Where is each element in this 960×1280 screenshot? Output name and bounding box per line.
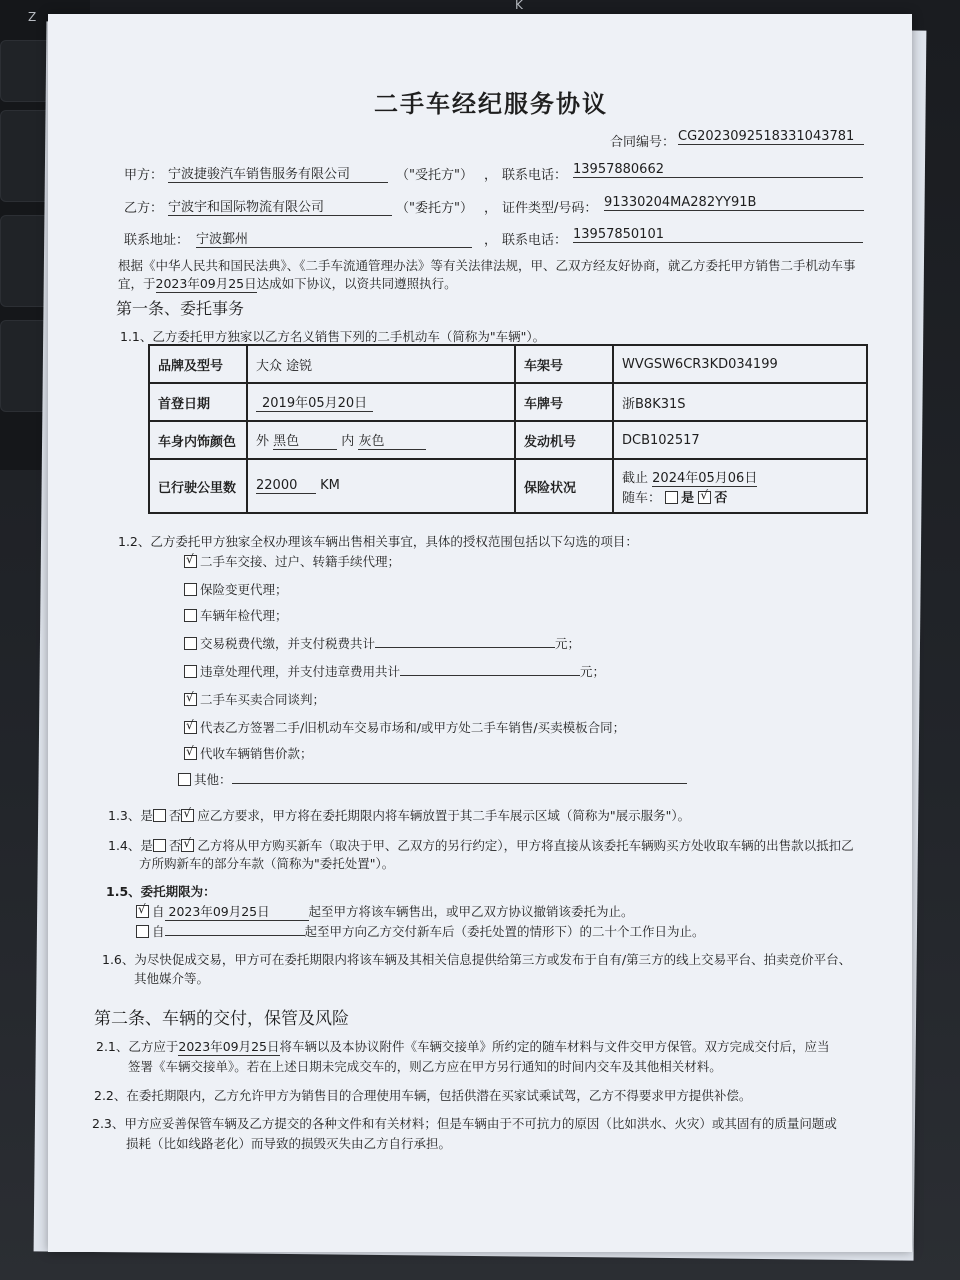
insurance-yes-checkbox[interactable]	[665, 491, 678, 504]
intro-suffix: 达成如下协议，以资共同遵照执行。	[256, 276, 457, 291]
option-suffix: 元；	[555, 636, 581, 651]
vehicle-table	[148, 344, 868, 514]
table-row	[149, 383, 867, 421]
clause-2-3-line-1: 2.3、甲方应妥善保管车辆及乙方提交的各种文件和有关材料；但是车辆由于不可抗力的原因（比如洪水、火灾）或其固有的质量问题或	[92, 1116, 837, 1131]
option-checkbox[interactable]	[178, 773, 191, 786]
table-row	[149, 421, 867, 459]
clause-1-2: 1.2、乙方委托甲方独家全权办理该车辆出售相关事宜，具体的授权范围包括以下勾选的项目：	[118, 534, 638, 549]
mileage-label: 已行驶公里数	[149, 459, 247, 513]
key-label-k: K	[515, 0, 523, 12]
section-1-title: 第一条、委托事务	[116, 299, 245, 318]
insurance-label: 保险状况	[515, 459, 613, 513]
term-a-text: 起至甲方将该车辆售出，或甲乙双方协议撤销该委托为止。	[308, 904, 634, 919]
option-checkbox[interactable]	[184, 555, 197, 568]
term-a-checkbox[interactable]	[136, 905, 149, 918]
clause-1-4	[108, 836, 854, 854]
term-a-date: 2023年09月25日	[165, 902, 309, 921]
color-label: 车身内饰颜色	[149, 421, 247, 459]
address: 宁波鄞州	[196, 228, 472, 248]
clause-1-4-yes: 是	[140, 838, 153, 853]
option-suffix: 元；	[580, 664, 606, 679]
clause-2-1-line-1	[96, 1037, 830, 1056]
clause-2-1-date: 2023年09月25日	[178, 1039, 280, 1054]
insurance-no-label: 否	[714, 490, 728, 506]
term-b-prefix: 自	[152, 924, 165, 939]
reg-date-label: 首登日期	[149, 383, 247, 421]
clause-1-4-line-2: 方所购新车的部分车款（简称为"委托处置"）。	[139, 856, 395, 871]
comma: ，	[484, 201, 498, 216]
mileage-unit: KM	[320, 478, 340, 493]
insurance-cell	[613, 459, 867, 513]
reg-date-cell	[247, 383, 515, 421]
party-a-label: 甲方：	[124, 168, 164, 183]
term-a-prefix: 自	[152, 904, 165, 919]
option-label: 二手车交接、过户、转籍手续代理；	[200, 554, 401, 569]
option-blank-line	[232, 771, 687, 784]
interior-color: 灰色	[358, 430, 426, 450]
option-checkbox[interactable]	[184, 609, 197, 622]
option-item	[184, 690, 325, 708]
option-label: 车辆年检代理；	[200, 608, 288, 623]
brand-label: 品牌及型号	[149, 345, 247, 383]
plate-value: 浙B8K31S	[613, 383, 867, 421]
clause-1-4-text: 乙方将从甲方购买新车（取决于甲、乙双方的另行约定），甲方将直接从该委托车辆购买方处收取车辆的出售款以抵扣乙	[197, 838, 854, 853]
engine-label: 发动机号	[515, 421, 613, 459]
address-label: 联系地址：	[124, 233, 190, 248]
clause-1-3-yes-checkbox[interactable]	[153, 809, 166, 822]
option-blank-line	[375, 635, 555, 648]
insurance-date: 2024年05月06日	[652, 467, 757, 487]
reg-date-value: 2019年05月20日	[256, 392, 373, 412]
party-b-label: 乙方：	[124, 201, 164, 216]
clause-1-3-text: 应乙方要求，甲方将在委托期限内将车辆放置于其二手车展示区域（简称为"展示服务"）。	[197, 808, 691, 823]
option-item	[184, 662, 605, 680]
intro-line-1: 根据《中华人民共和国民法典》、《二手车流通管理办法》等有关法律法规，甲、乙双方经友好协商，就乙方委托甲方销售二手机动车事	[118, 258, 856, 273]
clause-1-3-number: 1.3、	[108, 808, 141, 823]
option-checkbox[interactable]	[184, 747, 197, 760]
brand-value: 大众 途锐	[247, 345, 515, 383]
color-cell	[247, 421, 515, 459]
party-a-name: 宁波捷骏汽车销售服务有限公司	[168, 163, 388, 183]
party-b-name: 宁波宇和国际物流有限公司	[168, 196, 392, 216]
option-item	[184, 744, 313, 762]
party-b-phone: 13957850101	[573, 227, 863, 243]
party-b-role: （"委托方"）	[396, 201, 473, 216]
party-b-phone-label: 联系电话：	[502, 233, 568, 248]
insurance-prefix: 截止	[622, 470, 649, 486]
party-a-role: （"受托方"）	[396, 168, 473, 183]
clause-1-3	[108, 806, 690, 824]
section-2-title: 第二条、车辆的交付，保管及风险	[94, 1009, 349, 1029]
clause-1-6-line-1: 1.6、为尽快促成交易，甲方可在委托期限内将该车辆及其相关信息提供给第三方或发布于自有/第三方的线上交易平台、拍卖竞价平台、	[102, 952, 852, 967]
clause-2-2: 2.2、在委托期限内，乙方允许甲方为销售目的合理使用车辆，包括供潜在买家试乘试驾，乙方不得要求甲方提供补偿。	[94, 1088, 752, 1103]
option-label: 交易税费代缴，并支付税费共计	[200, 636, 376, 651]
table-row	[149, 459, 867, 513]
option-label: 违章处理代理，并支付违章费用共计	[200, 664, 401, 679]
option-item	[184, 634, 580, 652]
clause-1-3-yes: 是	[140, 808, 153, 823]
clause-1-4-no-checkbox[interactable]	[181, 839, 194, 852]
option-checkbox[interactable]	[184, 665, 197, 678]
clause-1-5-title: 1.5、委托期限为：	[106, 884, 216, 899]
clause-2-1-text: 将车辆以及本协议附件《车辆交接单》所约定的随车材料与文件交甲方保管。双方完成交付后，应当	[279, 1039, 830, 1054]
clause-1-3-no: 否	[168, 808, 182, 823]
exterior-color: 黑色	[273, 430, 337, 450]
interior-prefix: 内	[341, 434, 355, 449]
term-option-b	[136, 922, 705, 940]
option-checkbox[interactable]	[184, 583, 197, 596]
intro-line-2	[118, 274, 457, 293]
clause-1-3-no-checkbox[interactable]	[181, 809, 194, 822]
vin-value: WVGSW6CR3KD034199	[613, 345, 867, 383]
intro-prefix: 宜，于	[118, 276, 156, 291]
table-row	[149, 345, 867, 383]
option-label: 代表乙方签署二手/旧机动车交易市场和/或甲方处二手车销售/买卖模板合同；	[200, 720, 626, 735]
mileage-value: 22000	[256, 478, 316, 494]
party-a-phone-label: 联系电话：	[502, 168, 568, 183]
option-checkbox[interactable]	[184, 637, 197, 650]
key-label-z: Z	[28, 10, 37, 24]
contract-page	[48, 14, 912, 1252]
clause-2-3-line-2: 损耗（比如线路老化）而导致的损毁灭失由乙方自行承担。	[126, 1136, 452, 1151]
engine-value: DCB102517	[613, 421, 867, 459]
option-item	[178, 770, 687, 788]
intro-date: 2023年09月25日	[155, 276, 257, 291]
option-label: 二手车买卖合同谈判；	[200, 692, 326, 707]
party-a-phone: 13957880662	[573, 162, 863, 178]
term-b-date	[165, 935, 305, 936]
clause-1-4-yes-checkbox[interactable]	[153, 839, 166, 852]
contract-number: CG2023092518331043781	[678, 129, 864, 145]
clause-2-1-prefix: 2.1、乙方应于	[96, 1039, 179, 1054]
clause-1-6-line-2: 其他媒介等。	[134, 971, 210, 986]
comma: ，	[484, 233, 498, 248]
party-b-id: 91330204MA282YY91B	[604, 195, 864, 211]
option-label: 代收车辆销售价款；	[200, 746, 313, 761]
insurance-no-checkbox[interactable]	[698, 491, 711, 504]
term-b-checkbox[interactable]	[136, 925, 149, 938]
term-b-text: 起至甲方向乙方交付新车后（委托处置的情形下）的二十个工作日为止。	[304, 924, 705, 939]
exterior-prefix: 外	[256, 434, 270, 449]
clause-1-1: 1.1、乙方委托甲方独家以乙方名义销售下列的二手机动车（简称为"车辆"）。	[120, 329, 546, 344]
option-item	[184, 580, 288, 598]
plate-label: 车牌号	[515, 383, 613, 421]
option-checkbox[interactable]	[184, 721, 197, 734]
option-checkbox[interactable]	[184, 693, 197, 706]
option-item	[184, 718, 625, 736]
vin-label: 车架号	[515, 345, 613, 383]
option-label: 其他：	[194, 772, 232, 787]
option-item	[184, 552, 400, 570]
clause-1-4-number: 1.4、	[108, 838, 141, 853]
option-label: 保险变更代理；	[200, 582, 288, 597]
insurance-follow-label: 随车：	[622, 490, 662, 506]
party-b-id-label: 证件类型/号码：	[502, 201, 598, 216]
option-item	[184, 606, 288, 624]
clause-2-1-line-2: 签署《车辆交接单》。若在上述日期未完成交车的，则乙方应在甲方另行通知的时间内交车及其他相关材料。	[128, 1059, 722, 1074]
document-title: 二手车经纪服务协议	[374, 90, 608, 118]
comma: ，	[484, 168, 498, 183]
insurance-yes-label: 是	[681, 490, 695, 506]
mileage-cell	[247, 459, 515, 513]
option-blank-line	[400, 663, 580, 676]
clause-1-4-no: 否	[168, 838, 182, 853]
contract-number-label: 合同编号：	[610, 135, 676, 150]
term-option-a	[136, 902, 634, 921]
